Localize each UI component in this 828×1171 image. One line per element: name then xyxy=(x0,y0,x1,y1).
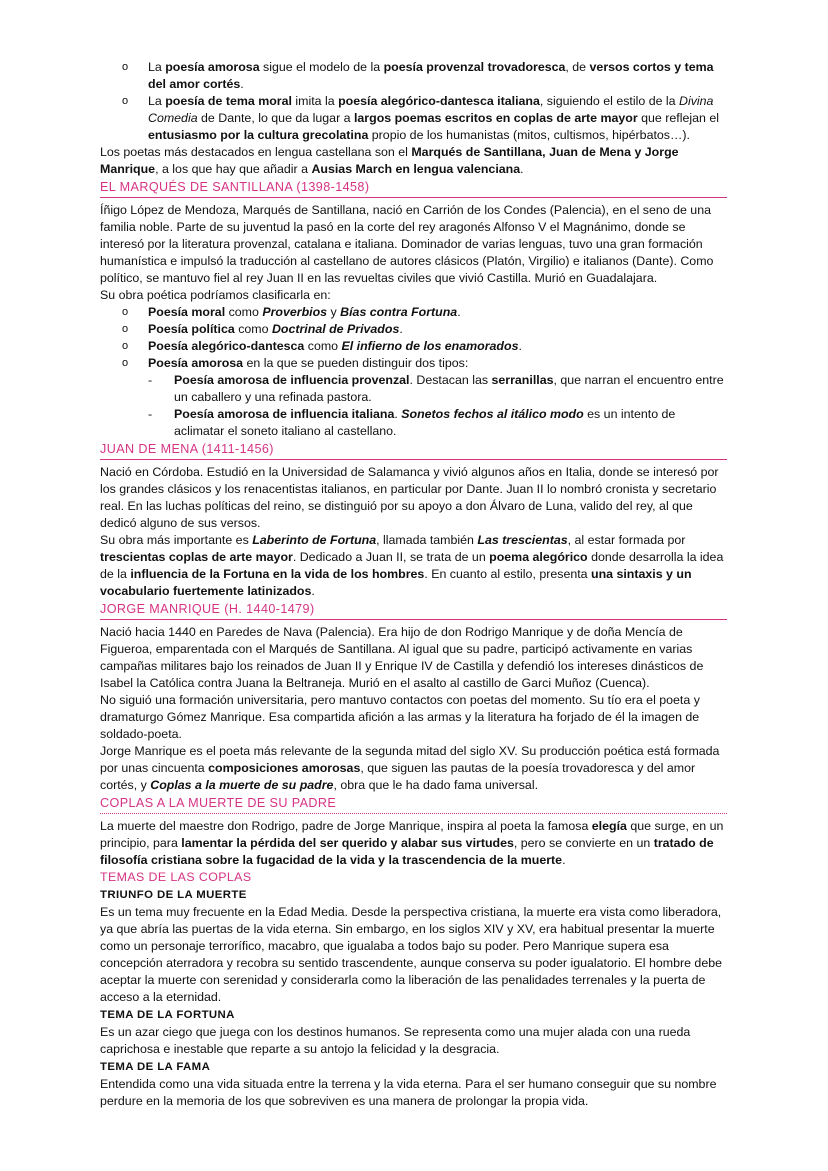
manrique-bio: Nació hacia 1440 en Paredes de Nava (Palencia). Era hijo de don Rodrigo Manrique y de doña Mencía de Figueroa, emparentada con el Marqués de Santillana. Al igual que su padre, participó activamente en varias campañas militares bajo los reinados de Juan II y Enrique IV de Castilla y defendió los intereses dinásticos de Isabel la Católica contra Juana la Beltraneja. Murió en el asalto al castillo de Garci Muñoz (Cuenca). xyxy=(100,625,704,690)
emphasis-text: composiciones amorosas xyxy=(208,761,361,775)
emphasis-text: lamentar la pérdida del ser querido y alabar sus virtudes xyxy=(181,836,514,850)
list-item-text: Poesía amorosa en la que se pueden distinguir dos tipos: xyxy=(148,356,469,370)
intro-list xyxy=(100,59,727,144)
bullet-marker: o xyxy=(122,61,129,73)
emphasis-text: una sintaxis y un vocabulario fuertemente latinizados xyxy=(100,567,692,598)
sub-list-item-text: Poesía amorosa de influencia italiana. Sonetos fechos al itálico modo es un intento de aclimatar el soneto italiano al castellano. xyxy=(174,407,676,438)
emphasis-text: Poesía amorosa xyxy=(148,356,244,370)
list-item xyxy=(100,93,727,144)
theme-text: Es un azar ciego que juega con los destinos humanos. Se representa como una mujer alada con una rueda caprichosa e inestable que reparte a su antojo la felicidad y la desgracia. xyxy=(100,1025,691,1056)
intro-item-text: La poesía de tema moral imita la poesía alegórico-dantesca italiana, siguiendo el estilo de la Divina Comedia de Dante, lo que da lugar a largos poemas escritos en coplas de arte mayor que reflejan el entusiasmo por la cultura grecolatina propio de los humanistas (mitos, cultismos, hipérbatos…). xyxy=(148,94,719,142)
emphasis-text: poesía de tema moral xyxy=(165,94,292,108)
emphasis-text: largos poemas escritos en coplas de arte mayor xyxy=(353,111,638,125)
theme-text: Entendida como una vida situada entre la terrena y la vida eterna. Para el ser humano conseguir que su nombre perdure en la memoria de los que sobreviven es una manera de prolongar la propia vida. xyxy=(100,1077,717,1108)
emphasis-text: Coplas a la muerte de su padre xyxy=(150,778,334,792)
emphasis-text: Poesía amorosa de influencia italiana xyxy=(174,407,395,421)
emphasis-text: Sonetos fechos al itálico modo xyxy=(401,407,584,421)
emphasis-text: elegía xyxy=(591,819,627,833)
bullet-marker: o xyxy=(122,357,129,369)
emphasis-text: Poesía moral xyxy=(148,305,226,319)
emphasis-text: Proverbios xyxy=(262,305,328,319)
santillana-list xyxy=(100,304,727,440)
list-item xyxy=(100,304,727,321)
bullet-marker: o xyxy=(122,306,129,318)
emphasis-text: poesía alegórico-dantesca italiana xyxy=(338,94,540,108)
section-heading-mena: JUAN DE MENA (1411-1456) xyxy=(100,441,727,460)
list-item xyxy=(100,59,727,93)
emphasis-text: Poesía amorosa de influencia provenzal xyxy=(174,373,410,387)
theme-title: TEMA DE LA FAMA xyxy=(100,1061,211,1073)
intro-paragraph: Los poetas más destacados en lengua castellana son el Marqués de Santillana, Juan de Mena y Jorge Manrique, a los que hay que añadir a Ausias March en lengua valenciana. xyxy=(100,145,679,176)
emphasis-text: Poesía alegórico-dantesca xyxy=(148,339,305,353)
intro-item-text: La poesía amorosa sigue el modelo de la poesía provenzal trovadoresca, de versos cortos y tema del amor cortés. xyxy=(148,60,714,91)
emphasis-text: poesía amorosa xyxy=(165,60,260,74)
manrique-work: Jorge Manrique es el poeta más relevante de la segunda mitad del siglo XV. Su producción poética está formada por unas cincuenta composiciones amorosas, que siguen las pautas de la poesía trovadoresca y del amor cortés, y Coplas a la muerte de su padre, obra que le ha dado fama universal. xyxy=(100,744,720,792)
section-heading-coplas: COPLAS A LA MUERTE DE SU PADRE xyxy=(100,795,727,814)
santillana-classify: Su obra poética podríamos clasificarla en: xyxy=(100,288,331,302)
bullet-marker: o xyxy=(122,340,129,352)
dash-marker: - xyxy=(148,407,153,421)
emphasis-text: Doctrinal de Privados xyxy=(271,322,400,336)
bullet-marker: o xyxy=(122,95,129,107)
emphasis-text: Laberinto de Fortuna xyxy=(252,533,377,547)
list-item-text: Poesía moral como Proverbios y Bías contra Fortuna. xyxy=(148,305,461,319)
theme-title: TEMA DE LA FORTUNA xyxy=(100,1009,235,1021)
list-item xyxy=(100,355,727,372)
themes-heading: TEMAS DE LAS COPLAS xyxy=(100,870,252,884)
emphasis-text: influencia de la Fortuna en la vida de los hombres xyxy=(130,567,425,581)
santillana-bio: Íñigo López de Mendoza, Marqués de Santillana, nació en Carrión de los Condes (Palencia), en el seno de una familia noble. Parte de su juventud la pasó en la corte del rey aragonés Alfonso V el Magnánimo, donde se interesó por la literatura provenzal, catalana e italiana. Dominador de varias lenguas, tuvo una gran formación humanística e impulsó la traducción al castellano de autores clásicos (Platón, Virgilio) e italianos (Dante). Como político, se mantuvo fiel al rey Juan II en las revueltas civiles que vivió Castilla. Murió en Guadalajara. xyxy=(100,203,714,285)
coplas-intro: La muerte del maestre don Rodrigo, padre de Jorge Manrique, inspira al poeta la famosa elegía que surge, en un principio, para lamentar la pérdida del ser querido y alabar sus virtudes, pero se convierte en un tratado de filosofía cristiana sobre la fugacidad de la vida y la trascendencia de la muerte. xyxy=(100,819,724,867)
emphasis-text: Divina Comedia xyxy=(148,94,714,125)
section-heading-santillana: EL MARQUÉS DE SANTILLANA (1398-1458) xyxy=(100,179,727,198)
list-item xyxy=(100,338,727,355)
dash-marker: - xyxy=(148,373,153,387)
manrique-formation: No siguió una formación universitaria, pero mantuvo contactos con poetas del momento. Su tío era el poeta y dramaturgo Gómez Manrique. Esa compartida afición a las armas y la literatura ha forjado de él la imagen de soldado-poeta. xyxy=(100,693,700,741)
theme-title: TRIUNFO DE LA MUERTE xyxy=(100,889,247,901)
document-page xyxy=(100,59,727,1110)
emphasis-text: Poesía política xyxy=(148,322,235,336)
sub-list-item xyxy=(100,372,727,406)
emphasis-text: poesía provenzal trovadoresca xyxy=(383,60,566,74)
list-item xyxy=(100,321,727,338)
mena-bio: Nació en Córdoba. Estudió en la Universidad de Salamanca y vivió algunos años en Italia, donde se interesó por los grandes clásicos y los renacentistas italianos, en particular por Dante. Juan II lo nombró cronista y secretario real. En las luchas políticas del reino, se distinguió por su apoyo a don Álvaro de Luna, valido del rey, al que dedicó alguno de sus versos. xyxy=(100,465,719,530)
bullet-marker: o xyxy=(122,323,129,335)
emphasis-text: trescientas coplas de arte mayor xyxy=(100,550,293,564)
sub-list-item xyxy=(100,406,727,440)
emphasis-text: poema alegórico xyxy=(489,550,588,564)
list-item-text: Poesía política como Doctrinal de Privados. xyxy=(148,322,403,336)
emphasis-text: versos cortos y tema del amor cortés xyxy=(148,60,714,91)
section-heading-manrique: JORGE MANRIQUE (H. 1440-1479) xyxy=(100,601,727,620)
emphasis-text: Ausias March en lengua valenciana xyxy=(311,162,521,176)
theme-text: Es un tema muy frecuente en la Edad Media. Desde la perspectiva cristiana, la muerte era vista como liberadora, ya que abría las puertas de la vida eterna. Sin embargo, en los siglos XIV y XV, era habitual presentar la muerte como un personaje terrorífico, macabro, que igualaba a todos bajo su poder. Pero Manrique supera esa concepción aterradora y recobra su sentido trascendente, aunque conserva su poder igualatorio. El hombre debe aceptar la muerte con serenidad y considerarla como la liberación de las penalidades terrenales y la puerta de acceso a la eternidad. xyxy=(100,905,722,1004)
emphasis-text: tratado de filosofía cristiana sobre la fugacidad de la vida y la trascendencia de la muerte xyxy=(100,836,714,867)
emphasis-text: El infierno de los enamorados xyxy=(341,339,519,353)
emphasis-text: entusiasmo por la cultura grecolatina xyxy=(148,128,369,142)
list-item-text: Poesía alegórico-dantesca como El infierno de los enamorados. xyxy=(148,339,522,353)
sub-list-item-text: Poesía amorosa de influencia provenzal. Destacan las serranillas, que narran el encuentro entre un caballero y una refinada pastora. xyxy=(174,373,724,404)
emphasis-text: Bías contra Fortuna xyxy=(340,305,458,319)
mena-work: Su obra más importante es Laberinto de Fortuna, llamada también Las trescientas, al estar formada por trescientas coplas de arte mayor. Dedicado a Juan II, se trata de un poema alegórico donde desarrolla la idea de la influencia de la Fortuna en la vida de los hombres. En cuanto al estilo, presenta una sintaxis y un vocabulario fuertemente latinizados. xyxy=(100,533,724,598)
emphasis-text: Las trescientas xyxy=(477,533,568,547)
emphasis-text: Marqués de Santillana, Juan de Mena y Jorge Manrique xyxy=(100,145,679,176)
emphasis-text: serranillas xyxy=(491,373,554,387)
